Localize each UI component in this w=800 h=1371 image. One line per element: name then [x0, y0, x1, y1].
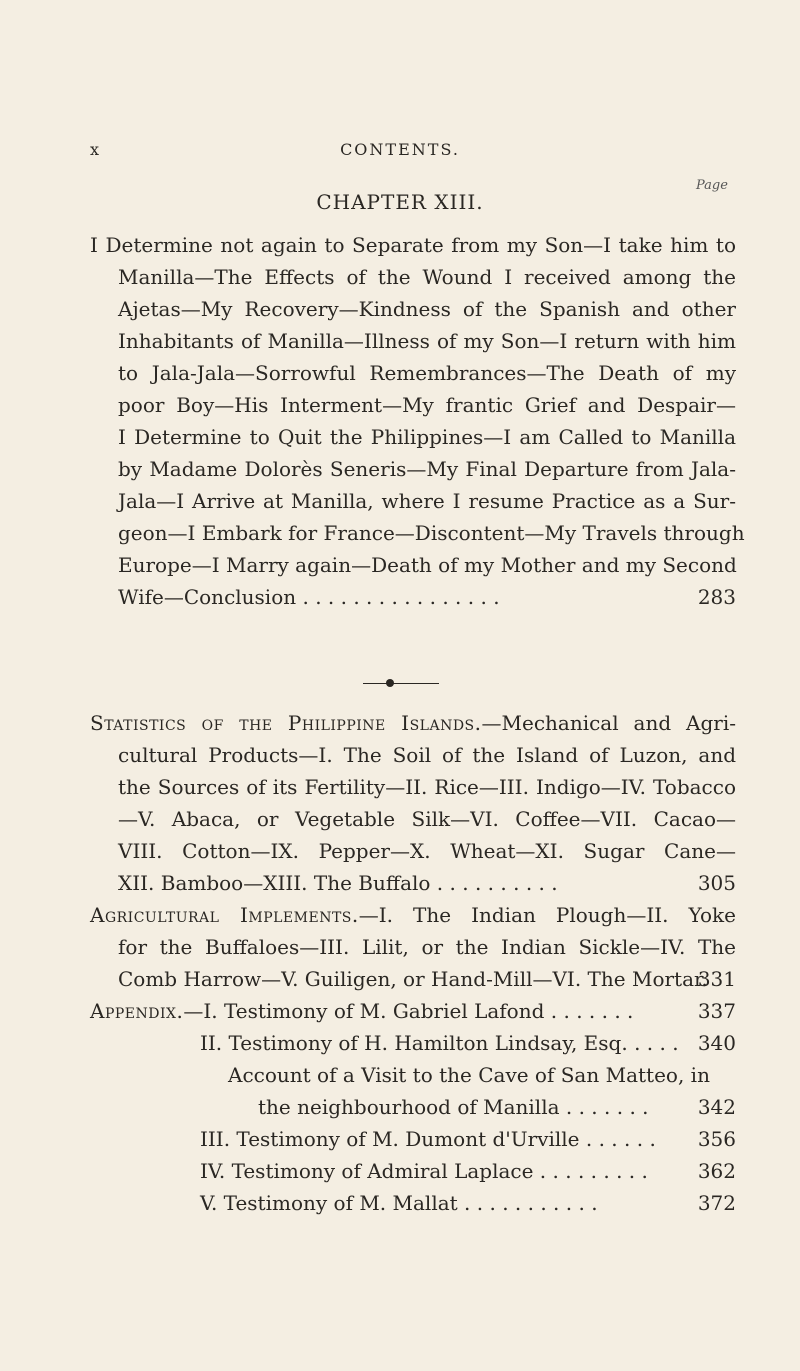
chapter-title: CHAPTER XIII.	[316, 190, 484, 214]
statistics-line: cultural Products—I. The Soil of the Island of Luzon, and	[118, 743, 736, 767]
page-ref: 342	[697, 1095, 736, 1119]
agricultural-line: Agricultural Implements.—I. The Indian Plough—II. Yoke	[90, 903, 736, 927]
page-ref: 372	[697, 1191, 736, 1215]
statistics-line: VIII. Cotton—IX. Pepper—X. Wheat—XI. Sugar Cane—	[118, 839, 736, 863]
agricultural-heading: Agricultural Implements.	[90, 903, 359, 927]
chapter-line: to Jala-Jala—Sorrowful Remembrances—The Death of my	[118, 361, 736, 385]
appendix-entry-cont: the neighbourhood of Manilla . . . . . . .	[258, 1095, 649, 1119]
chapter-line: Jala—I Arrive at Manilla, where I resume Practice as a Sur-	[118, 489, 736, 513]
page-ref: 283	[697, 585, 736, 609]
page-ref: 362	[697, 1159, 736, 1183]
page-ref: 305	[697, 871, 736, 895]
chapter-line: Ajetas—My Recovery—Kindness of the Spanish and other	[118, 297, 736, 321]
page-ref: 356	[697, 1127, 736, 1151]
page-ref: 340	[697, 1031, 736, 1055]
section-divider	[363, 683, 439, 684]
statistics-line: the Sources of its Fertility—II. Rice—III. Indigo—IV. Tobacco	[118, 775, 736, 799]
statistics-line: Statistics of the Philippine Islands.—Mechanical and Agri-	[90, 711, 736, 735]
chapter-line-last: Wife—Conclusion . . . . . . . . . . . . . . . .	[118, 585, 500, 609]
agricultural-line-last: Comb Harrow—V. Guiligen, or Hand-Mill—VI. The Mortar.	[118, 967, 708, 991]
chapter-line: Inhabitants of Manilla—Illness of my Son—I return with him	[118, 329, 736, 353]
page-ref: 337	[697, 999, 736, 1023]
chapter-line: I Determine to Quit the Philippines—I am Called to Manilla	[118, 425, 736, 449]
page-number: x	[90, 140, 101, 159]
page-column-label: Page	[696, 178, 728, 193]
chapter-line: poor Boy—His Interment—My frantic Grief and Despair—	[118, 393, 736, 417]
appendix-entry: II. Testimony of H. Hamilton Lindsay, Esq. . . . .	[200, 1031, 679, 1055]
statistics-line: —V. Abaca, or Vegetable Silk—VI. Coffee—VII. Cacao—	[118, 807, 736, 831]
chapter-line: Europe—I Marry again—Death of my Mother and my Second	[118, 553, 737, 577]
chapter-line: I Determine not again to Separate from my Son—I take him to	[90, 233, 736, 257]
appendix-entry: Account of a Visit to the Cave of San Matteo, in	[228, 1063, 710, 1087]
statistics-heading: Statistics of the Philippine Islands.	[90, 711, 482, 735]
running-title: CONTENTS.	[340, 140, 460, 159]
appendix-heading: Appendix.	[90, 999, 184, 1023]
statistics-line-last: XII. Bamboo—XIII. The Buffalo . . . . . . . . . .	[118, 871, 558, 895]
appendix-entry: III. Testimony of M. Dumont d'Urville . . . . . .	[200, 1127, 656, 1151]
appendix-entry: IV. Testimony of Admiral Laplace . . . . . . . . .	[200, 1159, 648, 1183]
chapter-line: Manilla—The Effects of the Wound I received among the	[118, 265, 736, 289]
appendix-entry: Appendix.—I. Testimony of M. Gabriel Lafond . . . . . . .	[90, 999, 634, 1023]
appendix-entry: V. Testimony of M. Mallat . . . . . . . . . . .	[200, 1191, 598, 1215]
agricultural-line: for the Buffaloes—III. Lilit, or the Indian Sickle—IV. The	[118, 935, 736, 959]
chapter-line: by Madame Dolorès Seneris—My Final Departure from Jala-	[118, 457, 736, 481]
divider-ornament	[386, 679, 394, 687]
chapter-line: geon—I Embark for France—Discontent—My Travels through	[118, 521, 745, 545]
page-ref: 331	[697, 967, 736, 991]
